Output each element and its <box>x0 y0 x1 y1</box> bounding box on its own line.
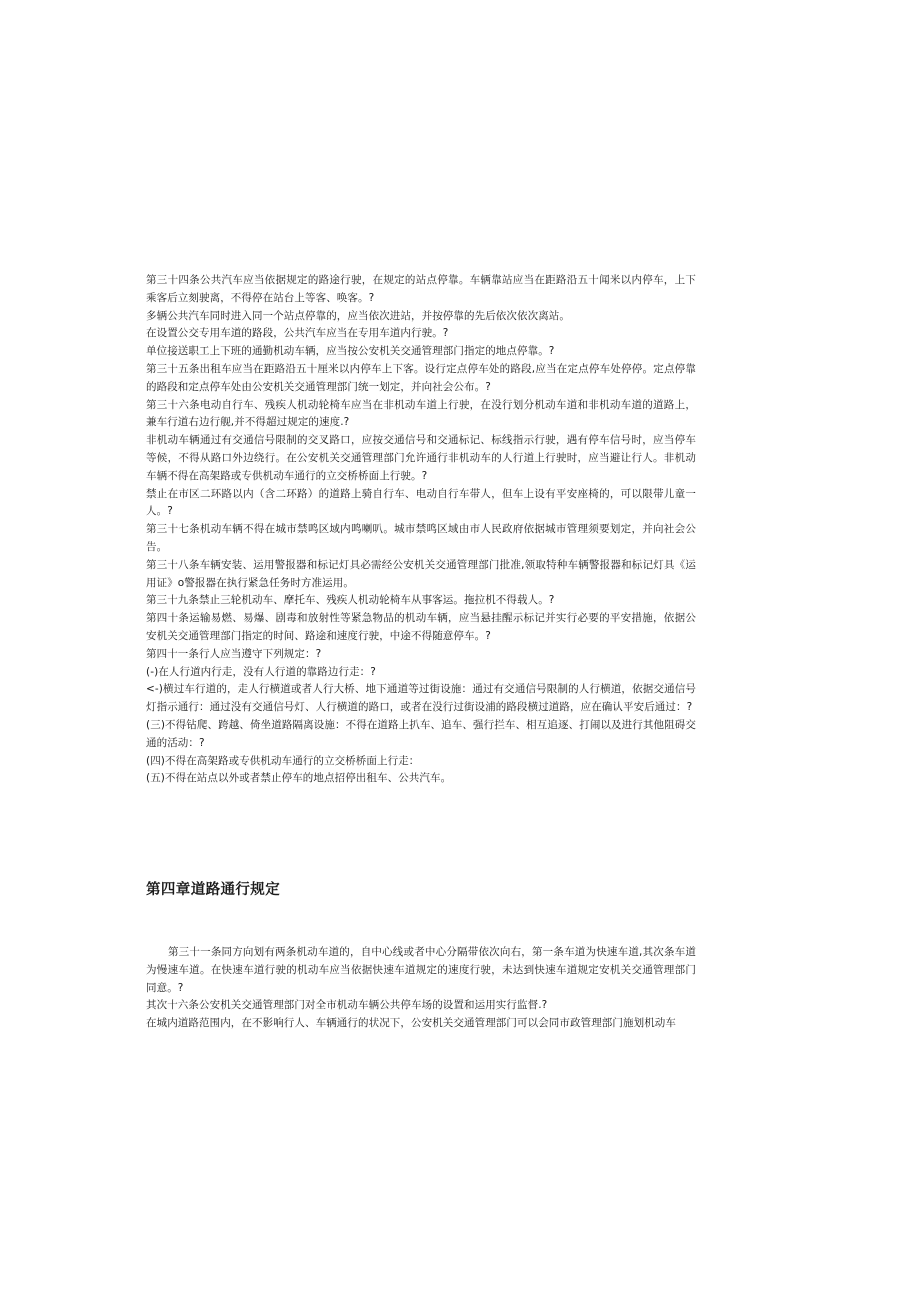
paragraph: 第四十条运输易燃、易爆、剧毒和放射性等紧急物品的机动车辆，应当悬挂醒示标记并实行必要的平安措施，依据公安机关交通管理部门指定的时间、路途和速度行驶，中途不得随意停车。? <box>146 612 696 642</box>
regulation-text-block <box>146 272 696 788</box>
list-item: <-)横过车行道的，走人行横道或者人行大桥、地下通道等过街设施：通过有交通信号限制的人行横道，依据交通信号灯指示通行：通过没有交通信号灯、人行横道的路口，或者在没行过街设浦的路段横过道路，应在确认平安后通过：? <box>146 683 696 714</box>
paragraph: 多辆公共汽车同时进入同一个站点停靠的，应当依次进站，并按停靠的先后依次依次离站。 <box>146 309 570 322</box>
list-item: (三)不得钻爬、跨越、倚坐道路隔离设施：不得在道路上扒车、追车、强行拦车、相互追逐、打闹以及进行其他阻碍交通的活动：? <box>146 718 696 749</box>
list-item: (-)在人行道内行走，没有人行道的靠路边行走：? <box>146 665 376 678</box>
list-item: (五)不得在站点以外或者禁止停车的地点招停出租车、公共汽车。 <box>146 772 452 785</box>
chapter-heading: 第四章道路通行规定 <box>146 882 281 898</box>
paragraph: 其次十六条公安机关交通管理部门对全市机动车辆公共停车场的设置和运用实行监督.? <box>146 999 548 1012</box>
paragraph: 第四十一条行人应当遵守下列规定：? <box>146 647 322 660</box>
paragraph: 第三十八条车辆安装、运用警报器和标记灯具必需经公安机关交通管理部门批准,领取特种车辆警报器和标记灯具《运用证》o警报器在执行紧急任务时方准运用。 <box>146 558 696 589</box>
paragraph: 第三十五条出租车应当在距路沿五十厘米以内停车上下客。设行定点停车处的路段,应当在定点停车处停停。定点停靠的路段和定点停车处由公安机关交通管理部门统一划定，并向社会公布。? <box>146 362 696 393</box>
paragraph: 第三十一条同方向划有两条机动车道的，自中心线或者中心分隔带依次向右，第一条车道为快速车道,其次条车道为慢速车道。在快速车道行驶的机动车应当依据快速车道规定的速度行驶，未达到快速车道规定安机关交通管理部门同意。? <box>146 946 696 994</box>
paragraph: 非机动车辆通过有交通信号限制的交叉路口，应按交通信号和交通标记、标线指示行驶，遇有停车信号时，应当停车等候，不得从路口外边绕行。在公安机关交通管理部门允许通行非机动车的人行道上行驶时，应当避让行人。非机动车辆不得在高架路或专供机动车通行的立交桥桥面上行驶。? <box>146 434 696 482</box>
paragraph: 第三十七条机动车辆不得在城市禁鸣区域内鸣喇叭。城市禁鸣区域由市人民政府依据城市管理须要划定，并向社会公告。 <box>146 523 696 553</box>
paragraph: 单位接送职工上下班的通勤机动车辆，应当按公安机关交通管理部门指定的地点停靠。? <box>146 345 555 358</box>
paragraph: 第三十四条公共汽车应当依据规定的路途行驶，在规定的站点停靠。车辆靠站应当在距路沿五十闻米以内停车，上下乘客后立刻驶离，不得停在站台上等客、唤客。? <box>146 274 696 304</box>
chapter-text-block <box>146 944 696 1033</box>
paragraph: 第三十六条电动自行车、残疾人机动轮椅车应当在非机动车道上行驶，在没行划分机动车道和非机动车道的道路上，兼车行道右边行舰,并不得超过规定的速度.? <box>146 398 696 429</box>
paragraph: 在城内道路范围内，在不影响行人、车辆通行的状况下，公安机关交通管理部门可以会同市政管理部门施划机动车 <box>146 1017 676 1030</box>
paragraph: 在设置公交专用车道的路段，公共汽车应当在专用车道内行驶。? <box>146 327 449 340</box>
paragraph: 禁止在市区二环路以内（含二环路）的道路上骑自行车、电动自行车带人，但车上设有平安座椅的，可以限带儿童一人。? <box>146 487 696 518</box>
list-item: (四)不得在高架路或专供机动车通行的立交桥桥面上行走： <box>146 754 420 767</box>
paragraph: 第三十九条禁止三轮机动车、摩托车、残疾人机动轮椅车从事客运。拖拉机不得载人。? <box>146 594 555 607</box>
